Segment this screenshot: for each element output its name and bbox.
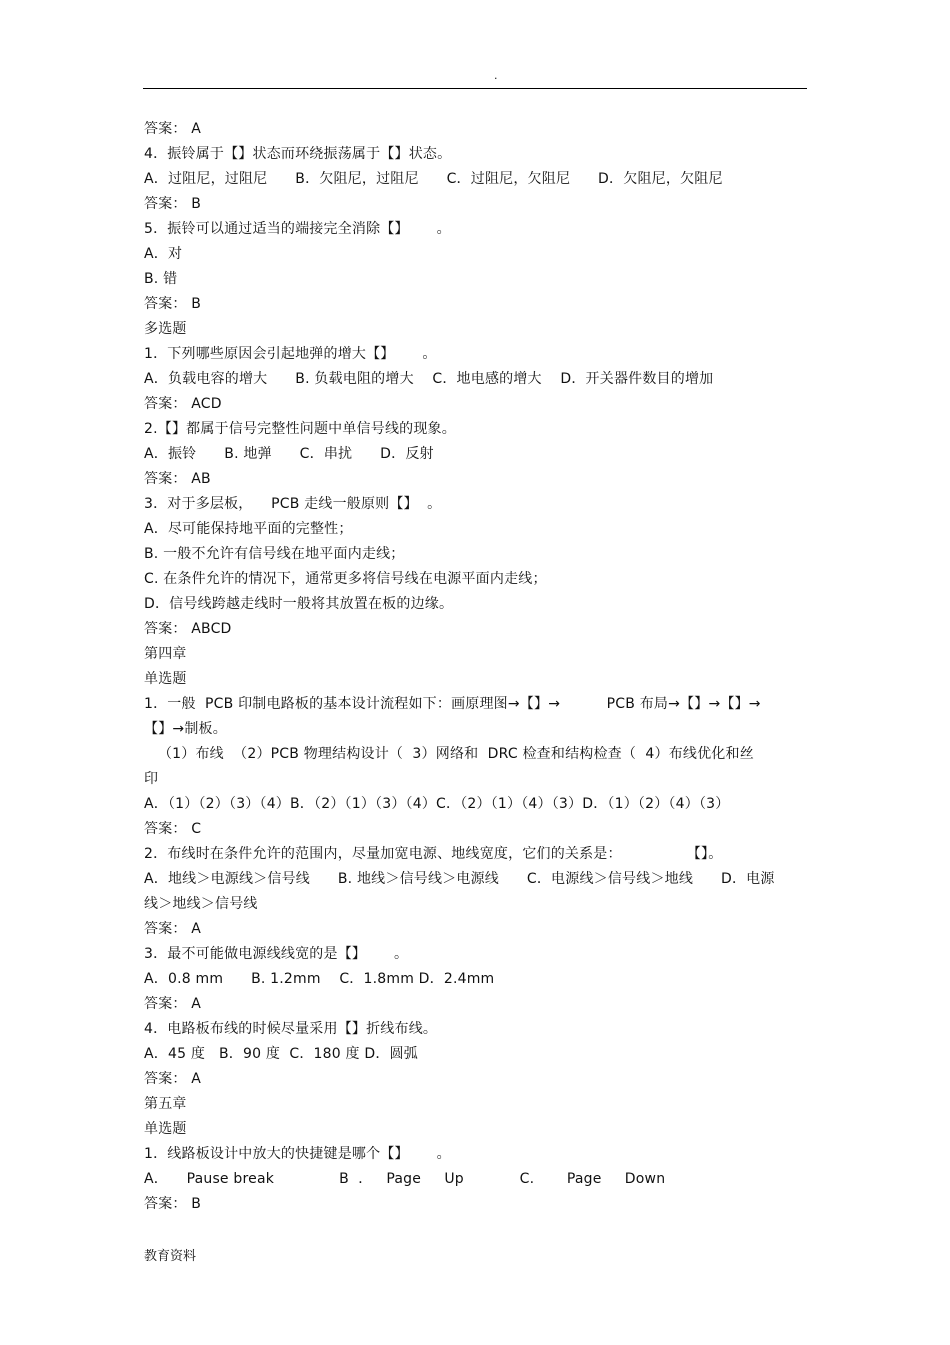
text-line: A．尽可能保持地平面的完整性； xyxy=(144,521,353,537)
text-line: 答案： ACD xyxy=(144,396,222,412)
text-line: 2．布线时在条件允许的范围内，尽量加宽电源、地线宽度，它们的关系是： 【】。 xyxy=(144,846,723,862)
text-line: 5．振铃可以通过适当的端接完全消除【】 。 xyxy=(144,221,451,237)
text-line: A．对 xyxy=(144,246,183,262)
text-line: A．0.8 mm B. 1.2mm C．1.8mm D．2.4mm xyxy=(144,971,495,987)
text-line: B. 一般不允许有信号线在地平面内走线； xyxy=(144,546,405,562)
text-line: 线＞地线＞信号线 xyxy=(144,896,258,912)
text-line: A．负载电容的增大 B. 负载电阻的增大 C．地电感的增大 D．开关器件数目的增加 xyxy=(144,371,714,387)
text-line: D．信号线跨越走线时一般将其放置在板的边缘。 xyxy=(144,596,454,612)
text-line: （1）布线 （2）PCB 物理结构设计（ 3）网络和 DRC 检查和结构检查（ 4）布线优化和丝 xyxy=(144,746,754,762)
text-line: A． Pause break B ． Page Up C. Page Down xyxy=(144,1171,666,1187)
text-line: 答案： B xyxy=(144,296,202,312)
document-body xyxy=(144,117,808,1217)
footer-text: 教育资料 xyxy=(144,1249,197,1264)
text-line: 4．振铃属于【】状态而环绕振荡属于【】状态。 xyxy=(144,146,452,162)
text-line: 3．最不可能做电源线线宽的是【】 。 xyxy=(144,946,409,962)
text-line: 答案： C xyxy=(144,821,202,837)
text-line: A．（1）（2）（3）（4）B．（2）（1）（3）（4）C．（2）（1）（4）（3）D．（1）（2）（4）（3） xyxy=(144,796,730,812)
text-line: 2.【】都属于信号完整性问题中单信号线的现象。 xyxy=(144,421,456,437)
text-line: 1．下列哪些原因会引起地弹的增大【】 。 xyxy=(144,346,437,362)
text-line: C. 在条件允许的情况下，通常更多将信号线在电源平面内走线； xyxy=(144,571,547,587)
text-line: 1．一般 PCB 印制电路板的基本设计流程如下：画原理图→【】→ PCB 布局→【】→【】→ xyxy=(144,696,761,712)
text-line: B. 错 xyxy=(144,271,178,287)
text-line: 1．线路板设计中放大的快捷键是哪个【】 。 xyxy=(144,1146,451,1162)
text-line: A．45 度 B．90 度 C．180 度 D．圆弧 xyxy=(144,1046,418,1062)
text-line: 答案： A xyxy=(144,996,202,1012)
text-line: 答案： B xyxy=(144,196,202,212)
header-mark: . xyxy=(494,69,498,82)
text-line: 答案： A xyxy=(144,1071,202,1087)
chapter-heading: 第四章 xyxy=(144,646,187,662)
text-line: A．过阻尼，过阻尼 B．欠阻尼，过阻尼 C．过阻尼，欠阻尼 D．欠阻尼，欠阻尼 xyxy=(144,171,723,187)
text-line: 答案： A xyxy=(144,921,202,937)
text-line: 4．电路板布线的时候尽量采用【】折线布线。 xyxy=(144,1021,438,1037)
text-line: 印 xyxy=(144,771,159,787)
text-line: 3．对于多层板， PCB 走线一般原则【】 。 xyxy=(144,496,442,512)
section-heading: 单选题 xyxy=(144,671,187,687)
text-line: 答案： A xyxy=(144,121,202,137)
section-heading: 单选题 xyxy=(144,1121,187,1137)
text-line: 答案： AB xyxy=(144,471,211,487)
text-line: A．振铃 B. 地弹 C．串扰 D．反射 xyxy=(144,446,434,462)
text-line: 答案： B xyxy=(144,1196,202,1212)
text-line: 答案： ABCD xyxy=(144,621,232,637)
text-line: 【】→制板。 xyxy=(144,721,227,737)
chapter-heading: 第五章 xyxy=(144,1096,187,1112)
text-line: A．地线＞电源线＞信号线 B. 地线＞信号线＞电源线 C．电源线＞信号线＞地线 D．电源 xyxy=(144,871,775,887)
header-rule xyxy=(143,88,807,89)
section-heading: 多选题 xyxy=(144,321,187,337)
